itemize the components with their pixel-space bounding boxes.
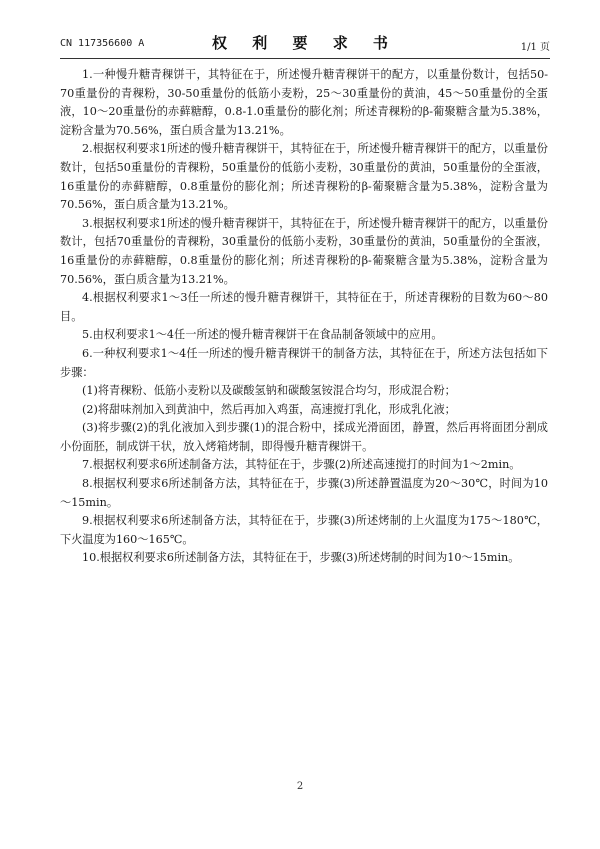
claim-8: 8.根据权利要求6所述制备方法，其特征在于，步骤(3)所述静置温度为20～30℃，时间为10～15min。 [60,477,548,509]
claim-2: 2.根据权利要求1所述的慢升糖青稞饼干，其特征在于，所述慢升糖青稞饼干的配方，以重量份数计，包括50重量份的青稞粉，50重量份的低筋小麦粉，30重量份的黄油，50重量份的全蛋液，16重量份的赤藓糖醇，0.8重量份的膨化剂；所述青稞粉的β-葡聚糖含量为5.38%，淀粉含量为70.56%，蛋白质含量为13.21%。 [60,142,548,212]
claim-9: 9.根据权利要求6所述制备方法，其特征在于，步骤(3)所述烤制的上火温度为175～180℃，下火温度为160～165℃。 [60,514,548,546]
publication-number: CN 117356600 A [60,38,145,49]
page-header [60,32,550,54]
claim-4: 4.根据权利要求1～3任一所述的慢升糖青稞饼干，其特征在于，所述青稞粉的目数为60～80目。 [60,291,548,323]
page-number: 2 [296,781,304,792]
claim-5: 5.由权利要求1～4任一所述的慢升糖青稞饼干在食品制备领域中的应用。 [82,328,443,342]
header-divider [60,58,550,59]
claim-6-step-1: (1)将青稞粉、低筋小麦粉以及碳酸氢钠和碳酸氢铵混合均匀，形成混合粉； [82,384,456,398]
claim-3: 3.根据权利要求1所述的慢升糖青稞饼干，其特征在于，所述慢升糖青稞饼干的配方，以重量份数计，包括70重量份的青稞粉，30重量份的低筋小麦粉，30重量份的黄油，50重量份的全蛋液，16重量份的赤藓糖醇，0.8重量份的膨化剂；所述青稞粉的β-葡聚糖含量为5.38%，淀粉含量为70.56%，蛋白质含量为13.21%。 [60,216,548,286]
claim-6-step-3: (3)将步骤(2)的乳化液加入到步骤(1)的混合粉中，揉成光滑面团，静置，然后再将面团分割成小份面胚，制成饼干状，放入烤箱烤制，即得慢升糖青稞饼干。 [60,421,548,453]
claim-6-step-2: (2)将甜味剂加入到黄油中，然后再加入鸡蛋，高速搅打乳化，形成乳化液； [82,402,456,416]
claim-10: 10.根据权利要求6所述制备方法，其特征在于，步骤(3)所述烤制的时间为10～15min。 [82,551,520,565]
claim-6: 6.一种权利要求1～4任一所述的慢升糖青稞饼干的制备方法，其特征在于，所述方法包括如下步骤： [60,346,548,379]
document-title: 权 利 要 求 书 [212,34,398,52]
page-count: 1/1 页 [520,42,550,53]
claims-body [60,66,548,568]
claim-1: 1.一种慢升糖青稞饼干，其特征在于，所述慢升糖青稞饼干的配方，以重量份数计，包括50-70重量份的青稞粉，30-50重量份的低筋小麦粉，25～30重量份的黄油，45～50重量份的全蛋液，10～20重量份的赤藓糖醇，0.8-1.0重量份的膨化剂；所述青稞粉的β-葡聚糖含量为5.38%，淀粉含量为70.56%，蛋白质含量为13.21%。 [60,68,548,137]
claim-7: 7.根据权利要求6所述制备方法，其特征在于，步骤(2)所述高速搅打的时间为1～2min。 [82,458,521,472]
